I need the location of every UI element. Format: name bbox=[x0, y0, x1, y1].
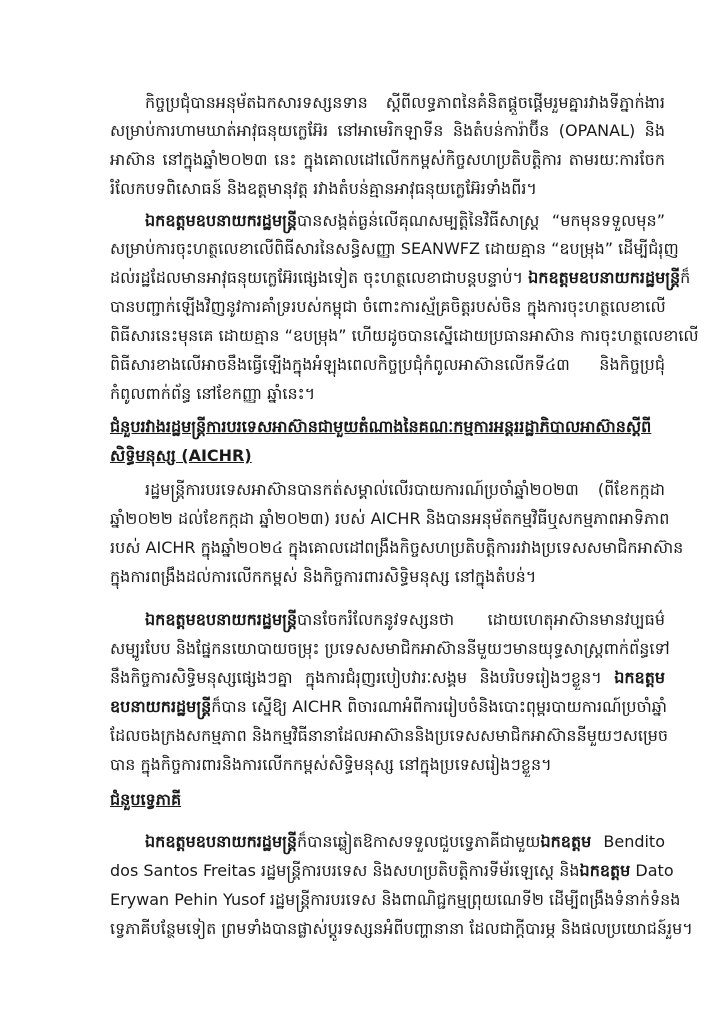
text-segment: អាស៊ាន នៅក្នុងឆ្នាំ២០២៣ នេះ ក្នុងគោលដៅលើកកម្ពស់កិច្ចសហប្រតិបត្តិការ តាមរយៈការចែក bbox=[110, 150, 665, 169]
text-segment: ក៏បានឆ្លៀតឱកាសទទួលជួបទ្វេភាគីជាមួយ bbox=[297, 832, 541, 851]
bold-title-text: ឯកឧត្តមឧបនាយករដ្ឋមន្ត្រី bbox=[145, 610, 298, 629]
text-segment: សម្រាប់ការចុះហត្ថលេខាលើពិធីសារនៃសន្ធិសញ្ញា SEANWFZ ដោយគ្មាន “ឧបម្រុង” ដើម្បីជំរុញ bbox=[110, 239, 679, 258]
bold-title-text: ឯកឧត្តមឧបនាយករដ្ឋមន្ត្រី bbox=[145, 832, 298, 851]
paragraph-line bbox=[145, 209, 665, 233]
text-segment: នឹងកិច្ចការសិទ្ធិមនុស្សផ្សេងៗគ្នា ក្នុងការជំរុញរបៀបវារៈសង្គម និងបរិបទរៀងៗខ្លួន។ bbox=[110, 668, 615, 687]
bold-title-text: ឯកឧត្តម bbox=[579, 861, 631, 880]
paragraph-line bbox=[110, 753, 665, 777]
paragraph-line bbox=[110, 148, 665, 172]
text-segment: ជំនួបទ្វេភាគី bbox=[110, 790, 182, 809]
paragraph-line bbox=[110, 666, 665, 690]
text-segment: ឆ្នាំ២០២២ ដល់ខែកក្កដា ឆ្នាំ២០២៣) របស់ AICHR និងបានអនុម័តកម្មវិធីឬសកម្មភាពអាទិភាព bbox=[110, 509, 670, 528]
text-segment: សម្រាប់ការហាមឃាត់អាវុធនុយក្លេអ៊ែរ នៅអាមេរិកឡាទីន និងតំបន់ការ៉ាប៊ីន (OPANAL) និង bbox=[110, 121, 665, 140]
text-segment: រំលែកបទពិសោធន៍ និងឧត្តមានុវត្ត រវាងតំបន់គ្មានអាវុធនុយក្លេអ៊ែរទាំងពីរ។ bbox=[110, 179, 537, 198]
text-segment: ពិធីសារនេះមុនគេ ដោយគ្មាន “ឧបម្រុង” ហើយដូចបានស្នើដោយប្រធានអាស៊ាន ការចុះហត្ថលេខាលើ bbox=[110, 326, 699, 345]
text-segment: Bendito bbox=[591, 832, 665, 851]
paragraph-line bbox=[110, 266, 691, 290]
text-segment: សិទ្ធិមនុស្ស (AICHR) bbox=[110, 446, 252, 465]
text-segment: ដល់រដ្ឋដែលមានអាវុធនុយក្លេអ៊ែរផ្សេងទៀត ចុះហត្ថលេខាជាបន្តបន្ទាប់។ bbox=[110, 268, 529, 287]
text-segment: ក៏ bbox=[680, 268, 691, 287]
bold-title-text: ឯកឧត្តម bbox=[614, 668, 665, 687]
paragraph-line bbox=[110, 119, 665, 143]
bold-title-text: ឧបនាយករដ្ឋមន្ត្រី bbox=[110, 697, 212, 716]
text-segment: បានបញ្ជាក់ឡើងវិញនូវការគាំទ្ររបស់កម្ពុជា ចំពោះការស្ម័គ្រចិត្តរបស់ចិន ក្នុងការចុះហត្ថលេខាលើ bbox=[110, 297, 666, 316]
paragraph-line bbox=[110, 724, 669, 748]
text-segment: ពិធីសារខាងលើអាចនឹងធ្វើឡើងក្នុងអំឡុងពេលកិច្ចប្រជុំកំពូលអាស៊ានលើកទី៤៣ និងកិច្ចប្រជុំ bbox=[110, 355, 665, 374]
text-segment: រដ្ឋមន្ត្រីការបរទេសអាស៊ានបានកត់សម្គាល់លើរបាយការណ៍ប្រចាំឆ្នាំ២០២៣ (ពីខែកក្កដា bbox=[145, 480, 665, 499]
paragraph-line bbox=[110, 888, 681, 912]
text-segment: បានចែករំលែកនូវទស្សនថា ដោយហេតុអាស៊ានមានវប្បធម៌ bbox=[297, 610, 665, 629]
paragraph-line bbox=[110, 382, 665, 406]
section-heading bbox=[110, 415, 665, 439]
text-segment: ក៏បាន ស្នើឱ្យ AICHR ពិចារណាអំពីការរៀបចំនិងបោះពុម្ពរបាយការណ៍ប្រចាំឆ្នាំ bbox=[211, 697, 667, 716]
text-segment: ទ្វេភាគីបន្ថែមទៀត ព្រមទាំងបានផ្លាស់ប្តូរទស្សនអំពីបញ្ហានានា ដែលជាក្តីបារម្ភ និងផលប្រយោជន៍រួម។ bbox=[110, 919, 693, 938]
section-heading bbox=[110, 788, 665, 812]
paragraph-line bbox=[145, 478, 665, 502]
bold-title-text: ឯកឧត្តមឧបនាយករដ្ឋមន្ត្រី bbox=[528, 268, 681, 287]
text-segment: សម្បូរបែប និងផ្នែកនយោបាយចម្រុះ ប្រទេសសមាជិកអាស៊ាននីមួយៗមានយុទ្ធសាស្ត្រពាក់ព័ន្ធទៅ bbox=[110, 639, 670, 658]
text-segment: បានសង្កត់ធ្ងន់លើគុណសម្បត្តិនៃវិធីសាស្ត្រ “មកមុនទទួលមុន” bbox=[297, 211, 665, 230]
text-segment: ក្នុងការពង្រឹងដល់ការលើកកម្ពស់ និងកិច្ចការពារសិទ្ធិមនុស្ស នៅក្នុងតំបន់។ bbox=[110, 567, 537, 586]
paragraph-line bbox=[110, 295, 665, 319]
paragraph-line bbox=[110, 177, 665, 201]
paragraph-line bbox=[110, 353, 665, 377]
paragraph-line bbox=[145, 608, 665, 632]
paragraph-line bbox=[110, 507, 670, 531]
paragraph-line bbox=[110, 695, 665, 719]
text-segment: Dato bbox=[630, 861, 674, 880]
text-segment: Erywan Pehin Yusof រដ្ឋមន្ត្រីការបរទេស និងពាណិជ្ជកម្មព្រុយណេទី២ ដើម្បីពង្រឹងទំនាក់ទំនង bbox=[110, 890, 681, 909]
paragraph-line bbox=[110, 536, 684, 560]
paragraph-line bbox=[110, 859, 674, 883]
text-segment: កិច្ចប្រជុំបានអនុម័តឯកសារទស្សនទាន ស្តីពីលទ្ធភាពនៃគំនិតផ្តួចផ្តើមរួមគ្នារវាងទីភ្នាក់ងារ bbox=[145, 93, 665, 112]
text-segment: dos Santos Freitas រដ្ឋមន្ត្រីការបរទេស និងសហប្រតិបត្តិការទីម័រឡេស្តេ និង bbox=[110, 861, 580, 880]
paragraph-line bbox=[145, 830, 665, 854]
text-segment: ដែលចងក្រងសកម្មភាព និងកម្មវិធីនានាដែលអាស៊ាននិងប្រទេសសមាជិកអាស៊ាននីមួយៗសម្រេច bbox=[110, 726, 669, 745]
text-segment: បាន ក្នុងកិច្ចការពារនិងការលើកកម្ពស់សិទ្ធិមនុស្ស នៅក្នុងប្រទេសរៀងៗខ្លួន។ bbox=[110, 755, 552, 774]
bold-title-text: ឯកឧត្តមឧបនាយករដ្ឋមន្ត្រី bbox=[145, 211, 298, 230]
paragraph-line bbox=[110, 917, 693, 941]
paragraph-line bbox=[110, 565, 665, 589]
bold-title-text: ឯកឧត្តម bbox=[540, 832, 592, 851]
text-segment: កំពូលពាក់ព័ន្ធ នៅខែកញ្ញា ឆ្នាំនេះ។ bbox=[110, 384, 316, 403]
paragraph-line bbox=[110, 324, 699, 348]
paragraph-line bbox=[110, 637, 670, 661]
text-segment: របស់ AICHR ក្នុងឆ្នាំ២០២៤ ក្នុងគោលដៅពង្រឹងកិច្ចសហប្រតិបត្តិការរវាងប្រទេសសមាជិកអាស៊ាន bbox=[110, 538, 684, 557]
paragraph-line bbox=[110, 237, 679, 261]
text-segment: ជំនួបរវាងរដ្ឋមន្ត្រីការបរទេសអាស៊ានជាមួយតំណាងនៃគណៈកម្មការអន្តររដ្ឋាភិបាលអាស៊ានស្តីពី bbox=[110, 417, 652, 436]
paragraph-line bbox=[145, 91, 665, 115]
section-heading bbox=[110, 444, 665, 468]
